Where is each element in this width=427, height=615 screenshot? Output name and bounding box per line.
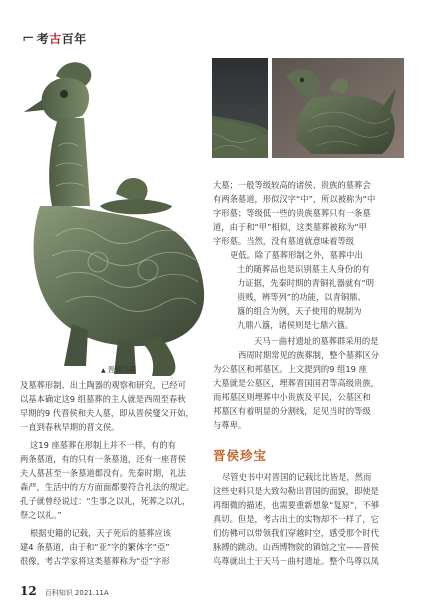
section-line: 再细微的描述，也需要重新想象“复原”，不够 bbox=[213, 500, 380, 510]
section-line: 这些史料只是大致勾勒出晋国的面貌，即使是 bbox=[213, 486, 379, 496]
caption-triangle-icon: ▲ bbox=[101, 367, 106, 374]
right-column-line: 大墓；一般等级较高的诸侯、贵族的墓葬会 bbox=[213, 180, 371, 190]
section-line: 尽管史书中对晋国的记载比比皆是，然而 bbox=[222, 472, 372, 482]
section-title: 晋侯珍宝 bbox=[213, 448, 268, 463]
right-column-line: 西周时期常见的族葬制，整个墓葬区分 bbox=[238, 350, 380, 360]
right-column-line: 道，由于和“甲”相似，这类墓葬被称为“甲 bbox=[213, 222, 367, 232]
right-column-line: 更低。除了墓葬形制之外，墓葬中出 bbox=[230, 250, 363, 260]
section-line: 脉搏的跳动。山西博物院的镇馆之宝——晋侯 bbox=[213, 542, 379, 552]
photo-bird-zun-detail-2 bbox=[272, 58, 404, 158]
right-column-line: 为公墓区和邦墓区。上文提到的9 组19 座 bbox=[213, 364, 367, 374]
section-line: 鸟尊就出土于天马－曲村遗址。整个鸟尊以凤 bbox=[213, 556, 379, 566]
right-column-line: 而邦墓区则埋葬中小贵族及平民，公墓区和 bbox=[213, 392, 371, 402]
caption-left-text: 晋侯鸟尊 bbox=[107, 365, 137, 374]
photo-bird-zun-main bbox=[0, 56, 212, 378]
right-column-line: 字形墓；等级低一些的贵族墓葬只有一条墓 bbox=[213, 208, 371, 218]
right-column-line: 与尊卑。 bbox=[213, 420, 247, 430]
right-column-line: 有两条墓道，形似汉字“中”，所以被称为“中 bbox=[213, 194, 376, 204]
section-line: 真切。但是，考古出土的实物却不一样了，它 bbox=[213, 514, 379, 524]
right-column-line: 九鼎八簋，诸侯则是七鼎六簋。 bbox=[237, 320, 354, 330]
column-logo-icon: ⌐ bbox=[22, 29, 35, 47]
column-title-suffix: 百年 bbox=[61, 31, 87, 46]
left-column-line: 一直到春秋早期的晋文侯。 bbox=[20, 422, 120, 432]
left-column-line: 建4 条墓道，由于和“亚”字的繁体字“亞” bbox=[20, 542, 170, 552]
right-column-line: 簋的组合为例，天子使用的规制为 bbox=[237, 306, 362, 316]
left-column-line: 孔子就曾经说过：“生事之以礼，死葬之以礼， bbox=[20, 496, 191, 506]
section-line: 们仿佛可以带领我们穿越时空，感受那个时代 bbox=[213, 528, 379, 538]
left-column-line: 夫人墓甚至一条墓道都没有。先秦时期，礼法 bbox=[20, 468, 186, 478]
right-column-line: 力证据，先秦时期的青铜礼器就有“明 bbox=[237, 278, 375, 288]
left-column-line: 森严，生活中的方方面面都要符合礼法的规定。 bbox=[20, 482, 195, 492]
left-column-line: 根据史籍的记载，天子死后的墓葬应该 bbox=[30, 528, 172, 538]
left-column-line: 及墓葬形制、出土陶器的观察和研究，已经可 bbox=[20, 380, 186, 390]
left-column-line: 早期的9 代晋侯和夫人墓，即从晋侯燮父开始， bbox=[20, 408, 194, 418]
caption-left bbox=[101, 365, 136, 375]
page-footer bbox=[20, 584, 109, 598]
column-title-accent: 古 bbox=[49, 31, 62, 46]
right-column-line: 字形墓。当然，没有墓道就意味着等级 bbox=[213, 236, 355, 246]
magazine-issue: 百科知识 2021.11A bbox=[44, 589, 109, 597]
right-column-line: 邦墓区有着明显的分割线，足见当时的等级 bbox=[213, 406, 371, 416]
left-column-line: 很像，考古学家将这类墓葬称为“亞”字形 bbox=[20, 556, 170, 566]
page-number: 12 bbox=[20, 584, 37, 598]
column-header bbox=[22, 30, 87, 46]
left-column-line: 两条墓道，有的只有一条墓道，还有一座晋侯 bbox=[20, 454, 186, 464]
right-column-line: 贵贱，辨等列”的功能，以青铜鼎、 bbox=[237, 292, 366, 302]
right-column-line: 天马－曲村遗址的墓葬群采用的是 bbox=[254, 336, 379, 346]
column-title-prefix: 考 bbox=[36, 31, 50, 46]
column-title bbox=[37, 30, 87, 47]
left-column-line: 祭之以礼。” bbox=[20, 510, 62, 520]
left-column-line: 这19 座墓葬在形制上并不一样，有的有 bbox=[30, 440, 176, 450]
right-column-line: 土的随葬品也是识别墓主人身份的有 bbox=[237, 264, 370, 274]
left-column-line: 以基本确定这9 组墓葬的主人就是西周至春秋 bbox=[20, 394, 186, 404]
right-column-line: 大墓就是公墓区，埋葬晋国国君等高级贵族， bbox=[213, 378, 379, 388]
